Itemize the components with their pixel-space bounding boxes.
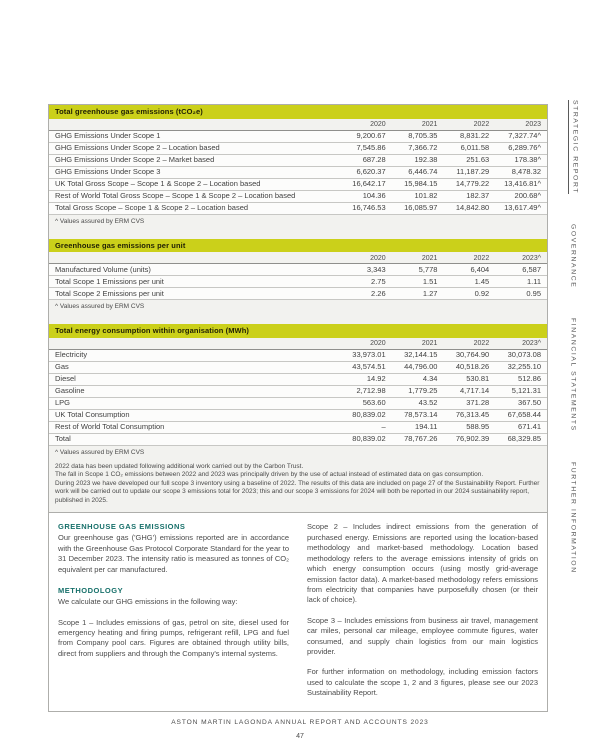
row-label-header [49,338,340,350]
cell-value: 1.27 [392,288,444,300]
table-row [49,409,547,421]
body-paragraph: For further information on methodology, including emission factors used to calculate the scope 1, 2 and 3 figures, please see our 2023 Sustainability Report. [307,667,538,698]
cell-value: 11,187.29 [443,166,495,178]
nav-item-strategic-report[interactable]: STRATEGIC REPORT [568,100,579,194]
table-total-ghg-emissions [49,119,547,215]
row-label: UK Total Gross Scope – Scope 1 & Scope 2 – Location based [49,178,340,190]
row-label: Gas [49,361,340,373]
cell-value: 1.51 [392,276,444,288]
body-paragraph: Scope 3 – Includes emissions from business air travel, management car miles, personal car mileage, employee commute figures, water consumed, and supply chain logistics from our main logistics provider. [307,615,538,656]
year-header-cell: 2022 [443,252,495,264]
body-paragraph: Scope 2 – Includes indirect emissions from the generation of purchased energy. Emissions are reported using the location-based methodology and market-based methodology. Location based methodology refers to the average emissions intensity of grids on which energy consumption occurs (using mostly grid-average emission factor data). A market-based methodology refers emissions from electricity that companies have purposefully chosen (or their lack of choice). [307,522,538,605]
year-header-cell: 2021 [392,119,444,131]
table-spacer [49,315,547,324]
cell-value: 33,973.01 [340,349,392,361]
cell-value: 15,984.15 [392,178,444,190]
cell-value: 0.95 [495,288,547,300]
table-assurance-footnote: ^ Values assured by ERM CVS [55,448,145,456]
cell-value: 671.41 [495,421,547,433]
cell-value: 43.52 [392,397,444,409]
row-label: Diesel [49,373,340,385]
cell-value: 13,617.49^ [495,202,547,214]
cell-value: 101.82 [392,190,444,202]
cell-value: 44,796.00 [392,361,444,373]
table-emissions-per-unit [49,252,547,300]
cell-value: 6,404 [443,264,495,276]
cell-value: 14.92 [340,373,392,385]
cell-value: 588.95 [443,421,495,433]
row-label: Total Scope 1 Emissions per unit [49,276,340,288]
year-header-row [49,252,547,264]
row-label: Total Gross Scope – Scope 1 & Scope 2 – Location based [49,202,340,214]
table-energy-consumption [49,338,547,446]
row-label: Electricity [49,349,340,361]
cell-value: 6,587 [495,264,547,276]
row-label: GHG Emissions Under Scope 2 – Market based [49,154,340,166]
cell-value: 78,573.14 [392,409,444,421]
body-paragraph: Our greenhouse gas ('GHG') emissions reported are in accordance with the Greenhouse Gas Protocol Corporate Standard for the year to 31 December 2023. The intensity ratio is measured as tonnes of CO₂ equivalent per car manufactured. [58,533,289,574]
table-row [49,142,547,154]
section-heading: METHODOLOGY [58,586,124,596]
year-header-cell: 2023^ [495,338,547,350]
year-header-row [49,119,547,131]
row-label: LPG [49,397,340,409]
row-label: GHG Emissions Under Scope 1 [49,130,340,142]
cell-value: 6,620.37 [340,166,392,178]
table-row [49,202,547,214]
cell-value: 0.92 [443,288,495,300]
cell-value: 251.63 [443,154,495,166]
cell-value: 16,085.97 [392,202,444,214]
cell-value: 7,545.86 [340,142,392,154]
cell-value: 67,658.44 [495,409,547,421]
cell-value: 512.86 [495,373,547,385]
footer-report-title: ASTON MARTIN LAGONDA ANNUAL REPORT AND ACCOUNTS 2023 [171,719,429,726]
year-header-cell: 2020 [340,119,392,131]
body-paragraph: Scope 1 – Includes emissions of gas, petrol on site, diesel used for emergency heating and firing pumps, refrigerant refill, LPG and fuel from Company pool cars. Figures are obtained through utility bills, direct from suppliers and through the Company's internal systems. [58,617,289,658]
cell-value: 530.81 [443,373,495,385]
table-assurance-footnote: ^ Values assured by ERM CVS [55,303,145,310]
cell-value: 6,011.58 [443,142,495,154]
row-label: Rest of World Total Consumption [49,421,340,433]
emissions-tables-panel [48,104,548,513]
table-row [49,373,547,385]
page-content [48,104,548,712]
section-nav [566,100,580,574]
cell-value: 2.75 [340,276,392,288]
cell-value: 32,144.15 [392,349,444,361]
year-header-cell: 2022 [443,338,495,350]
cell-value: 5,778 [392,264,444,276]
cell-value: 14,779.22 [443,178,495,190]
cell-value: 1.45 [443,276,495,288]
cell-value: 6,289.76^ [495,142,547,154]
cell-value: 8,478.32 [495,166,547,178]
cell-value: 3,343 [340,264,392,276]
row-label-header [49,119,340,131]
row-label: GHG Emissions Under Scope 2 – Location based [49,142,340,154]
table-general-notes [49,461,547,513]
table-row [49,178,547,190]
table-row [49,361,547,373]
cell-value: 8,831.22 [443,130,495,142]
year-header-cell: 2022 [443,119,495,131]
cell-value: 43,574.51 [340,361,392,373]
table-row [49,130,547,142]
cell-value: 4.34 [392,373,444,385]
footer-page-number: 47 [296,733,304,740]
row-label: Rest of World Total Gross Scope – Scope 1 & Scope 2 – Location based [49,190,340,202]
cell-value: 13,416.81^ [495,178,547,190]
cell-value: 32,255.10 [495,361,547,373]
table-title-energy-consumption: Total energy consumption within organisation (MWh) [49,324,547,338]
cell-value: 14,842.80 [443,202,495,214]
table-row [49,421,547,433]
cell-value: 30,073.08 [495,349,547,361]
table-row [49,385,547,397]
row-label: Manufactured Volume (units) [49,264,340,276]
table-title-emissions-per-unit: Greenhouse gas emissions per unit [49,239,547,253]
text-block [58,522,289,575]
section-heading: GREENHOUSE GAS EMISSIONS [58,522,186,532]
cell-value: – [340,421,392,433]
cell-value: 5,121.31 [495,385,547,397]
cell-value: 367.50 [495,397,547,409]
cell-value: 16,642.17 [340,178,392,190]
cell-value: 2,712.98 [340,385,392,397]
row-label: UK Total Consumption [49,409,340,421]
cell-value: 76,313.45 [443,409,495,421]
cell-value: 7,366.72 [392,142,444,154]
year-header-cell: 2023 [495,119,547,131]
text-column-left [58,522,289,698]
row-label-header [49,252,340,264]
text-block [58,586,289,659]
cell-value: 80,839.02 [340,433,392,445]
cell-value: 182.37 [443,190,495,202]
cell-value: 104.36 [340,190,392,202]
cell-value: 4,717.14 [443,385,495,397]
cell-value: 192.38 [392,154,444,166]
cell-value: 80,839.02 [340,409,392,421]
table-row [49,288,547,300]
cell-value: 9,200.67 [340,130,392,142]
cell-value: 76,902.39 [443,433,495,445]
note-line: 2022 data has been updated following additional work carried out by the Carbon Trust. [55,462,304,470]
text-column-right [307,522,538,698]
year-header-row [49,338,547,350]
cell-value: 194.11 [392,421,444,433]
table-row [49,154,547,166]
nav-item-financial-statements[interactable]: FINANCIAL STATEMENTS [569,318,577,433]
cell-value: 371.28 [443,397,495,409]
table-row [49,264,547,276]
row-label: Total [49,433,340,445]
cell-value: 6,446.74 [392,166,444,178]
row-label: Gasoline [49,385,340,397]
table-row [49,276,547,288]
cell-value: 30,764.90 [443,349,495,361]
cell-value: 1.11 [495,276,547,288]
cell-value: 8,705.35 [392,130,444,142]
text-block [307,522,538,698]
cell-value: 78,767.26 [392,433,444,445]
year-header-cell: 2020 [340,252,392,264]
nav-item-further-information[interactable]: FURTHER INFORMATION [569,462,577,574]
table-row [49,397,547,409]
row-label: Total Scope 2 Emissions per unit [49,288,340,300]
cell-value: 200.68^ [495,190,547,202]
note-line: During 2023 we have developed our full scope 3 inventory using a baseline of 2022. The results of this data are included on page 27 of the Sustainability Report. Further work will be carried out to update our scope 3 emissions total for 2023; this and our scope 3 emissions for 2024 will both be reported in our 2024 sustainability report, published in 2025. [55,479,540,504]
cell-value: 16,746.53 [340,202,392,214]
table-row [49,166,547,178]
cell-value: 178.38^ [495,154,547,166]
body-paragraph: We calculate our GHG emissions in the following way: [58,597,238,607]
cell-value: 687.28 [340,154,392,166]
cell-value: 68,329.85 [495,433,547,445]
cell-value: 563.60 [340,397,392,409]
table-spacer [49,230,547,239]
cell-value: 7,327.74^ [495,130,547,142]
table-row [49,433,547,445]
year-header-cell: 2021 [392,252,444,264]
table-assurance-footnote: ^ Values assured by ERM CVS [55,217,145,225]
cell-value: 1,779.25 [392,385,444,397]
nav-item-governance[interactable]: GOVERNANCE [569,224,577,289]
methodology-text-panel [48,513,548,711]
year-header-cell: 2020 [340,338,392,350]
cell-value: 40,518.26 [443,361,495,373]
table-row [49,349,547,361]
cell-value: 2.26 [340,288,392,300]
row-label: GHG Emissions Under Scope 3 [49,166,340,178]
table-row [49,190,547,202]
year-header-cell: 2021 [392,338,444,350]
year-header-cell: 2023^ [495,252,547,264]
note-line: The fall in Scope 1 CO₂ emissions between 2022 and 2023 was principally driven by the use of actual instead of estimated data on gas consumption. [55,471,484,479]
table-title-total-ghg-emissions: Total greenhouse gas emissions (tCO₂e) [49,105,547,119]
